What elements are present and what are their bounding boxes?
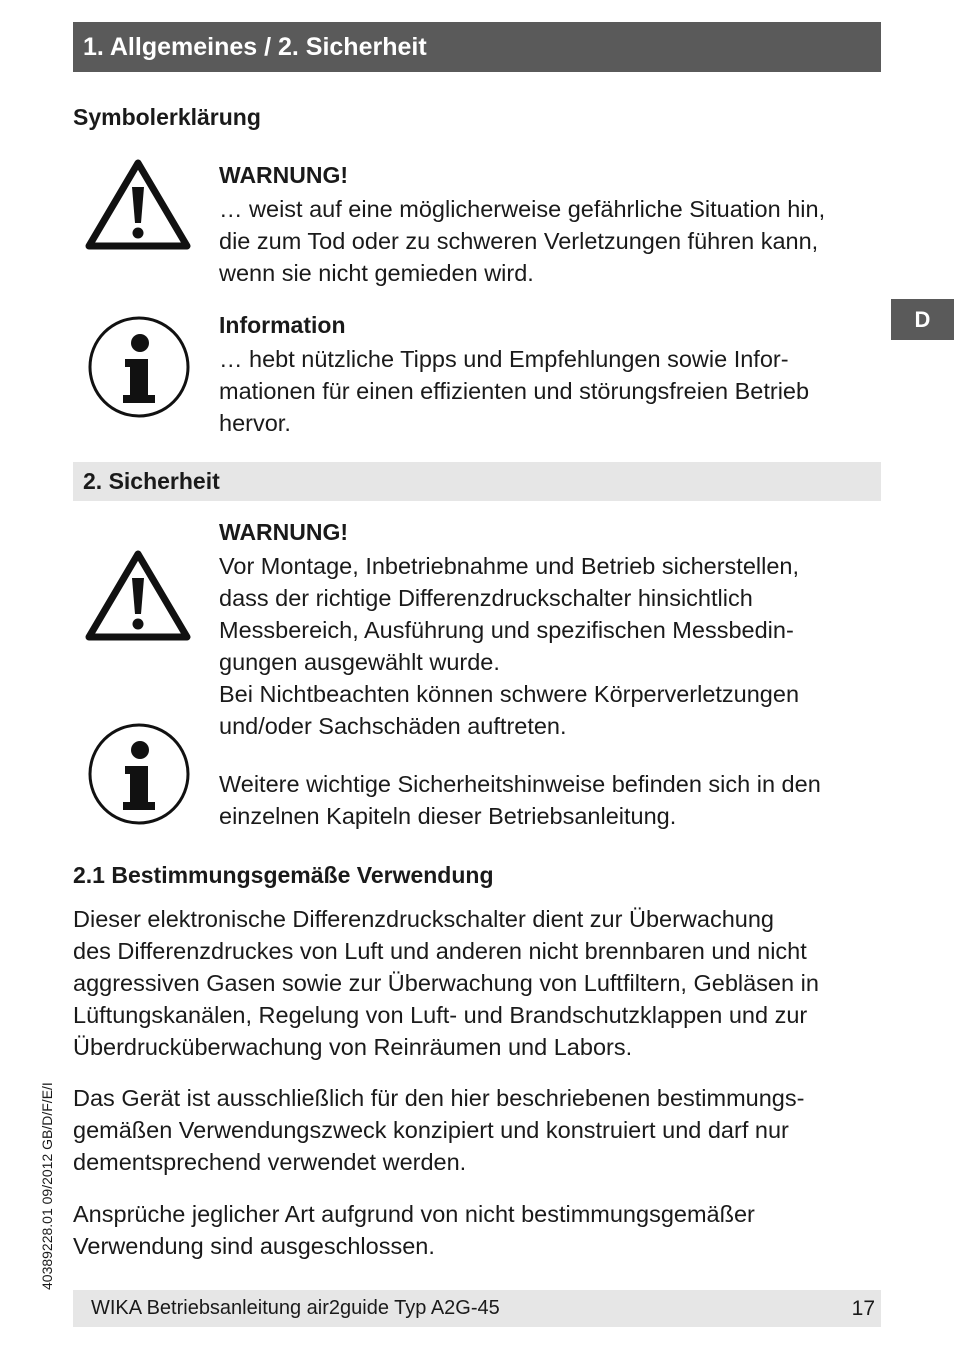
information-icon — [87, 315, 191, 419]
safety-warning-title: WARNUNG! — [219, 519, 349, 545]
page-footer — [73, 1290, 881, 1327]
document-code: 40389228.01 09/2012 GB/D/F/E/I — [39, 1082, 55, 1290]
intended-use-paragraph-1: Dieser elektronische Differenzdruckschalter dient zur Überwachung des Differenzdruckes von Luft und anderen nicht brennbaren und nicht aggressiven Gasen sowie zur Überwachung von Luftfiltern, Gebläsen in Lüftungskanälen, Regelung von Luft- und Brandschutzklappen und zur Überdrucküberwachung von Reinräumen und Labors. — [73, 906, 819, 1060]
warning-triangle-icon — [85, 548, 191, 642]
information-description: … hebt nützliche Tipps und Empfehlungen sowie Infor- mationen für einen effizienten und störungsfreien Betrieb hervor. — [219, 346, 810, 436]
page-number: 17 — [851, 1297, 875, 1320]
information-title: Information — [219, 312, 346, 338]
warning-description: … weist auf eine möglicherweise gefährliche Situation hin, die zum Tod oder zu schweren Verletzungen führen kann, wenn sie nicht gemieden wird. — [219, 196, 826, 286]
page-header: 1. Allgemeines / 2. Sicherheit — [73, 22, 881, 72]
intended-use-paragraph-2: Das Gerät ist ausschließlich für den hier beschriebenen bestimmungs- gemäßen Verwendungszweck konzipiert und konstruiert und darf nur dementsprechend verwendet werden. — [73, 1085, 805, 1175]
warning-title: WARNUNG! — [219, 162, 349, 188]
symbols-heading: Symbolerklärung — [73, 104, 261, 130]
intended-use-paragraph-3: Ansprüche jeglicher Art aufgrund von nicht bestimmungsgemäßer Verwendung sind ausgeschlossen. — [73, 1201, 755, 1259]
footer-text: WIKA Betriebsanleitung air2guide Typ A2G-45 — [91, 1297, 500, 1319]
safety-warning-text: Vor Montage, Inbetriebnahme und Betrieb sicherstellen, dass der richtige Differenzdruckschalter hinsichtlich Messbereich, Ausführung und spezifischen Messbedin- gungen ausgewählt wurde. Bei Nichtbeachten können schwere Körperverletzungen und/oder Sachschäden auftreten. — [219, 553, 800, 739]
information-icon — [87, 722, 191, 826]
warning-triangle-icon — [85, 157, 191, 251]
language-tab: D — [891, 299, 954, 340]
section-header-safety: 2. Sicherheit — [73, 462, 881, 501]
intended-use-heading: 2.1 Bestimmungsgemäße Verwendung — [73, 862, 494, 888]
safety-info-text: Weitere wichtige Sicherheitshinweise befinden sich in den einzelnen Kapiteln dieser Betriebsanleitung. — [219, 771, 821, 829]
